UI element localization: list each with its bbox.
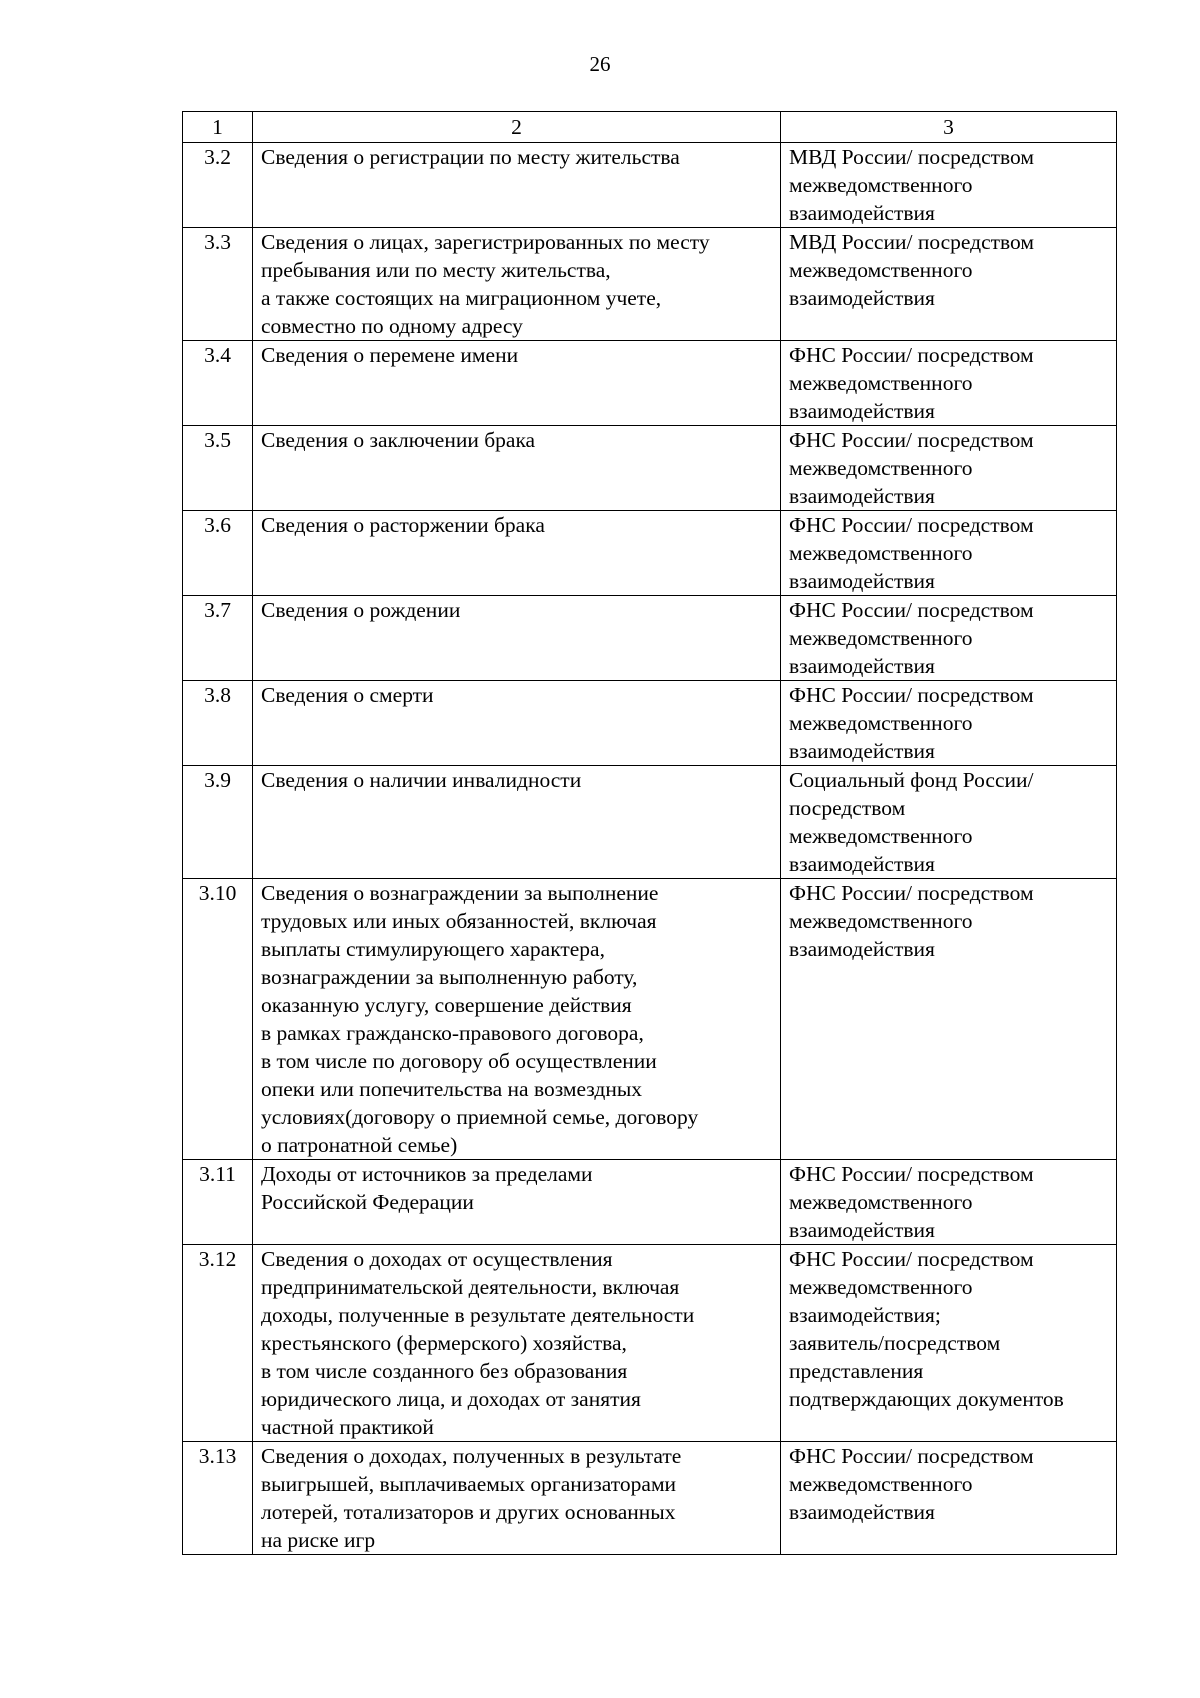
column-header-1: 1 — [183, 112, 253, 143]
description-cell: Доходы от источников за пределами Российской Федерации — [253, 1160, 781, 1245]
row-number-cell: 3.3 — [183, 228, 253, 341]
source-cell: ФНС России/ посредством межведомственного взаимодействия; заявитель/посредством представления подтверждающих документов — [781, 1245, 1117, 1442]
source-cell: ФНС России/ посредством межведомственного взаимодействия — [781, 341, 1117, 426]
description-cell: Сведения о доходах, полученных в результате выигрышей, выплачиваемых организаторами лотерей, тотализаторов и других основанных на риске игр — [253, 1442, 781, 1555]
row-number-cell: 3.10 — [183, 879, 253, 1160]
table-row — [183, 879, 1117, 1160]
row-number-cell: 3.2 — [183, 143, 253, 228]
row-number-cell: 3.11 — [183, 1160, 253, 1245]
description-cell: Сведения о смерти — [253, 681, 781, 766]
description-cell: Сведения о доходах от осуществления предпринимательской деятельности, включая доходы, полученные в результате деятельности крестьянского (фермерского) хозяйства, в том числе созданного без образования юридического лица, и доходах от занятия частной практикой — [253, 1245, 781, 1442]
row-number-cell: 3.13 — [183, 1442, 253, 1555]
source-cell: ФНС России/ посредством межведомственного взаимодействия — [781, 511, 1117, 596]
source-cell: Социальный фонд России/ посредством межведомственного взаимодействия — [781, 766, 1117, 879]
column-header-2: 2 — [253, 112, 781, 143]
source-cell: ФНС России/ посредством межведомственного взаимодействия — [781, 426, 1117, 511]
source-cell: ФНС России/ посредством межведомственного взаимодействия — [781, 596, 1117, 681]
row-number-cell: 3.8 — [183, 681, 253, 766]
table-row — [183, 766, 1117, 879]
description-cell: Сведения о расторжении брака — [253, 511, 781, 596]
description-cell: Сведения о регистрации по месту жительства — [253, 143, 781, 228]
data-table — [182, 111, 1117, 1555]
row-number-cell: 3.4 — [183, 341, 253, 426]
table-row — [183, 426, 1117, 511]
description-cell: Сведения о лицах, зарегистрированных по месту пребывания или по месту жительства, а также состоящих на миграционном учете, совместно по одному адресу — [253, 228, 781, 341]
table-row — [183, 228, 1117, 341]
page-number: 26 — [589, 52, 611, 76]
table-row — [183, 1245, 1117, 1442]
source-cell: ФНС России/ посредством межведомственного взаимодействия — [781, 879, 1117, 1160]
row-number-cell: 3.9 — [183, 766, 253, 879]
table-row — [183, 511, 1117, 596]
description-cell: Сведения о заключении брака — [253, 426, 781, 511]
source-cell: ФНС России/ посредством межведомственного взаимодействия — [781, 1442, 1117, 1555]
description-cell: Сведения о наличии инвалидности — [253, 766, 781, 879]
table-header-row — [183, 112, 1117, 143]
source-cell: МВД России/ посредством межведомственного взаимодействия — [781, 228, 1117, 341]
description-cell: Сведения о вознаграждении за выполнение трудовых или иных обязанностей, включая выплаты стимулирующего характера, вознаграждении за выполненную работу, оказанную услугу, совершение действия в рамках гражданско-правового договора, в том числе по договору об осуществлении опеки или попечительства на возмездных условиях(договору о приемной семье, договору о патронатной семье) — [253, 879, 781, 1160]
row-number-cell: 3.7 — [183, 596, 253, 681]
source-cell: МВД России/ посредством межведомственного взаимодействия — [781, 143, 1117, 228]
source-cell: ФНС России/ посредством межведомственного взаимодействия — [781, 681, 1117, 766]
table-row — [183, 341, 1117, 426]
row-number-cell: 3.5 — [183, 426, 253, 511]
table-row — [183, 143, 1117, 228]
row-number-cell: 3.12 — [183, 1245, 253, 1442]
source-cell: ФНС России/ посредством межведомственного взаимодействия — [781, 1160, 1117, 1245]
table-row — [183, 1160, 1117, 1245]
description-cell: Сведения о рождении — [253, 596, 781, 681]
description-cell: Сведения о перемене имени — [253, 341, 781, 426]
table-row — [183, 681, 1117, 766]
row-number-cell: 3.6 — [183, 511, 253, 596]
column-header-3: 3 — [781, 112, 1117, 143]
table-row — [183, 1442, 1117, 1555]
table-row — [183, 596, 1117, 681]
